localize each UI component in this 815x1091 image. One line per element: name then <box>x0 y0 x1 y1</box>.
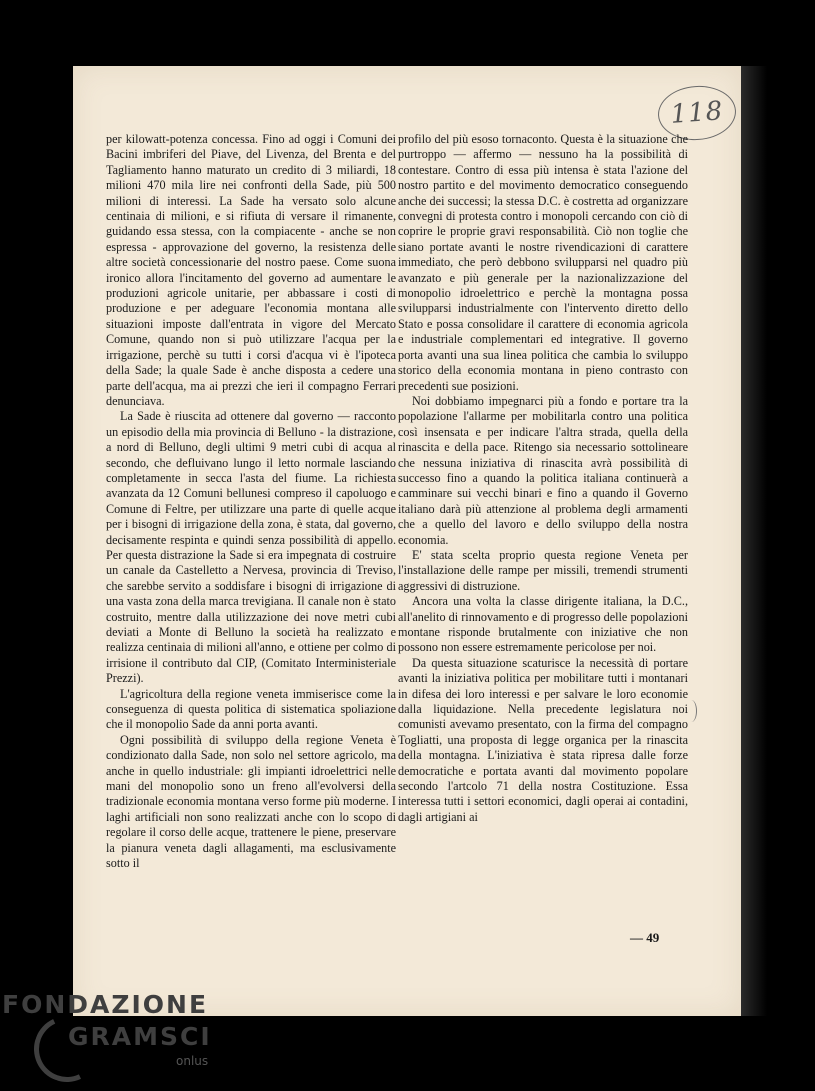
paragraph: L'agricoltura della regione veneta immiserisce come la conseguenza di questa politica di sistematica spoliazione che il monopolio Sade da anni porta avanti. <box>106 686 396 732</box>
paragraph: La Sade è riuscita ad ottenere dal governo — racconto un episodio della mia provincia di Belluno - la distrazione, a nord di Belluno, degli ultimi 9 metri cubi di acqua al secondo, che defluivano lungo il letto normale lasciando completamente in secca l'asta del fiume. La richiesta avanzata da 12 Comuni bellunesi compreso il capoluogo e Comune di Feltre, per utilizzare una parte di quelle acque per i bisogni di irrigazione della zona, è stata, dal governo, decisamente respinta e quindi senza possibilità di appello. Per questa distrazione la Sade si era impegnata di costruire un canale da Castelletto a Nervesa, provincia di Treviso, che sarebbe servito a soddisfare i bisogni di irrigazione di una vasta zona della marca trevigiana. Il canale non è stato costruito, mentre dalla utilizzazione dei nove metri cubi deviati a Monte di Belluno la società ha realizzato e realizza centinaia di milioni all'anno, e ottiene per colmo di irrisione il contributo dal CIP, (Comitato Interministeriale Prezzi). <box>106 409 396 686</box>
paragraph: Noi dobbiamo impegnarci più a fondo e portare tra la popolazione l'allarme per mobilitarla contro una politica così insensata e per indicare l'altra strada, quella della rinascita e della pace. Ritengo sia necessario sottolineare che nessuna iniziativa di rinascita avrà possibilità di successo fino a quando la politica italiana continuerà a camminare sui vecchi binari e fino a quando il Governo italiano darà più attenzione al problema degli armamenti che a quello del lavoro e dello sviluppo della nostra economia. <box>398 393 688 547</box>
watermark-line3: onlus <box>176 1054 209 1068</box>
paragraph: Ancora una volta la classe dirigente italiana, la D.C., all'anelito di rinnovamento e di progresso delle popolazioni montane risponde brutalmente con iniziative che non possono non essere estremamente pericolose per noi. <box>398 594 688 655</box>
binding-edge <box>741 66 767 1016</box>
watermark-line1: FONDAZIONE <box>2 990 209 1019</box>
watermark-line2: GRAMSCI <box>68 1022 212 1051</box>
paragraph: E' stata scelta proprio questa regione Veneta per l'installazione delle rampe per missili, tremendi strumenti aggressivi di distruzione. <box>398 547 688 593</box>
handwritten-page-number: 118 <box>656 83 738 142</box>
archive-watermark <box>0 988 230 1080</box>
page-footer-number: — 49 <box>630 930 660 945</box>
paragraph: Da questa situazione scaturisce la necessità di portare avanti la iniziativa politica per mobilitare tutti i montanari in difesa dei loro interessi e per salvare le loro economie dalla liquidazione. Nella precedente legislatura noi comunisti avevamo presentato, con la firma del compagno Togliatti, una proposta di legge organica per la rinascita della montagna. L'iniziativa è stata ripresa dalle forze democratiche e portata avanti dal movimento popolare secondo l'artcolo 71 della nostra Costituzione. Essa interessa tutti i settori economici, dagli operai ai contadini, dagli artigiani ai <box>398 655 688 824</box>
pencil-margin-mark <box>686 700 697 722</box>
paragraph: profilo del più esoso tornaconto. Questa è la situazione che purtroppo — affermo — nessuno ha la possibilità di contestare. Contro di essa più intensa è stata l'azione del nostro partito e del movimento democratico conseguendo anche dei successi; la stessa D.C. è costretta ad organizzare convegni di protesta contro i monopoli cercando con ciò di coprire le proprie gravi responsabilità. Ciò non toglie che siano portate avanti le nostre rivendicazioni di carattere immediato, che però debbono svilupparsi nel quadro più avanzato e più generale per la nazionalizzazione del monopolio idroelettrico e perchè la montagna possa svilupparsi industrialmente con l'intervento diretto dello Stato e possa consolidare il carattere di economia agricola e industriale complementari ed integrative. Il governo porta avanti una sua linea politica che cambia lo sviluppo storico della economia montana in pieno contrasto con precedenti sue posizioni. <box>398 132 688 393</box>
paragraph: per kilowatt-potenza concessa. Fino ad oggi i Comuni dei Bacini imbriferi del Piave, del Livenza, del Brenta e del Tagliamento hanno maturato un credito di 3 miliardi, 18 milioni 470 mila lire nei confronti della Sade, più 500 milioni di interessi. La Sade ha versato solo alcune centinaia di milioni, e si rifiuta di versare il rimanente, guidando essa stessa, con la compiacente - anche se non espressa - approvazione del governo, la resistenza delle altre società concessionarie del nostro paese. Come suona ironico allora l'incitamento del governo ad aumentare le produzioni agricole unitarie, per abbassare i costi di produzione e per adeguare l'economia montana alle situazioni imposte dall'entrata in vigore del Mercato Comune, quando non si può utilizzare l'acqua per la irrigazione, perchè su tutti i corsi d'acqua vi è l'ipoteca della Sade; la quale Sade è anche disposta a cedere una parte dell'acqua, ma ai prezzi che ieri il compagno Ferrari denunciava. <box>106 132 396 408</box>
paragraph: Ogni possibilità di sviluppo della regione Veneta è condizionato dalla Sade, non solo nel settore agricolo, ma anche in quello industriale: gli impianti idroelettrici nelle mani del monopolio sono un freno all'evolversi della tradizionale economia montana verso forme più moderne. I laghi artificiali non sono realizzati anche con lo scopo di regolare il corso delle acque, trattenere le piene, preservare la pianura veneta dagli allagamenti, ma esclusivamente sotto il <box>106 732 396 871</box>
right-text-column <box>398 132 688 825</box>
left-text-column <box>106 132 396 872</box>
